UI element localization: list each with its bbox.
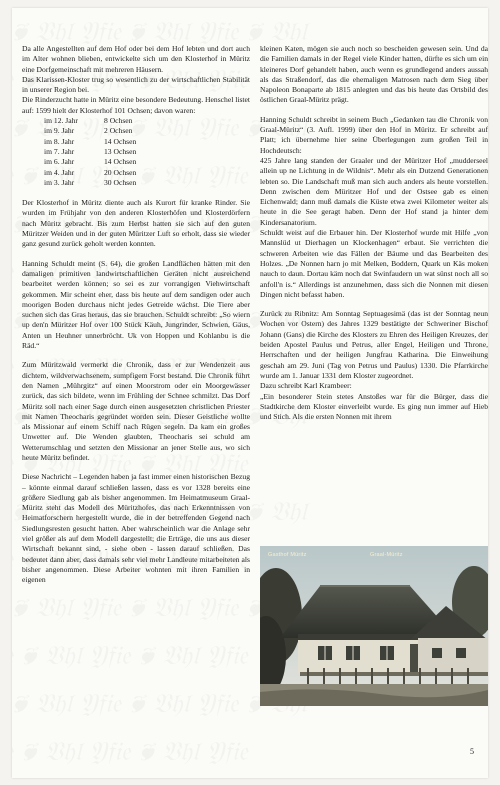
table-row [44,116,136,126]
table-row [44,157,136,167]
table-row [44,168,136,178]
photo-caption-left: Gasthof Müritz [268,552,307,558]
table-cell-year: im 3. Jahr [44,177,75,187]
paragraph: Der Klosterhof in Müritz diente auch als Kurort für kranke Rinder. Sie wurden im Frühjahr von den anderen Klosterhöfen und Klosterdörfern nach Müritz gebracht. Bis zum Herbst hatten sie sich auf den guten Müritzer Weiden und in der guten Müritzer Luft so erholt, dass sie wieder ganz gesund zurück geholt werden konnten. [22,198,250,249]
table-cell-count: 2 Ochsen [104,126,133,136]
document-page [12,8,488,778]
paragraph: Zurück zu Ribnitz: Am Sonntag Septuagesimä (das ist der Sonntag neun Wochen vor Ostern) des Jahres 1329 bestätigte der Schweriner Bischof Johann (Gans) die Kirche des Klosters zu Ehren des Heiligen Kreuzes, der beiden Apostel Paulus und Petrus, aller Engel, Heiligen und Throne, Herrschaften und der heiligen Jungfrau Katharina. Die Einweihung geschah am 29. Juni (Tag von Petrus und Paulus) 1330. Die Pfarrkirche wurde am 1. Januar 1331 dem Kloster zugeordnet. [260,309,488,380]
table-cell-count: 14 Ochsen [104,157,137,167]
paragraph: Da alle Angestellten auf dem Hof oder bei dem Hof lebten und dort auch im Alter wohnen blieben, entwickelte sich um den Klosterhof in Müritz eine Dorfgemeinschaft mit mehreren Häusern. [22,44,250,74]
table-row [44,147,136,157]
table-cell-year: im 8. Jahr [44,136,75,146]
table-row [44,126,136,136]
table-cell-year: im 12. Jahr [44,116,78,126]
paragraph: Hanning Schuldt schreibt in seinem Buch „Gedanken tau die Chronik von Graal-Müritz“ (3. Aufl. 1999) über den Hof in Müritz. Er schreibt auf Platt; ich übernehme hier seine Überlegungen zum großen Teil in Hochdeutsch: [260,114,488,155]
table-row [44,137,136,147]
oxen-table [44,116,136,188]
paragraph: Zum Müritzwald vermerkt die Chronik, dass er zur Wendenzeit aus dichtem, wildverwachsenem, sumpfigem Forst bestand. Die Chronik führt den Namen „Mührgitz“ auf einen Moorstrom oder ein Moorgewässer zurück, das sich bildete, wenn im Frühling der Schnee schmilzt. Das Dorf Müritz soll nach einer Sage durch einen ausgesetzten christlichen Priester mit Namen Theocharis gegründet worden sein. Dieser Geistliche wollte als Missionar auf einem Schiff nach Rügen segeln. Da kam ein großes Unwetter auf. Die Wenden glaubten, Theocharis sei schuld am Wetterumschlag und setzten den Missionar an jener Stelle aus, wo sich heute Müritz befindet. [22,360,250,462]
paragraph: Das Klarissen-Kloster trug so wesentlich zu der wirtschaftlichen Stabilität in unserer Region bei. [22,74,250,95]
page-number: 5 [470,747,474,756]
paragraph: „Ein besonderer Stein stetes Anstoßes war für die Bürger, dass die Stadtkirche dem Kloster einverleibt wurde. Es ging nun immer auf Hieb und Stich. Als die ersten Nonnen mit ihrem [260,391,488,422]
table-cell-count: 30 Ochsen [104,177,137,187]
left-column [22,44,250,595]
paragraph: Hanning Schuldt meint (S. 64), die großen Landflächen hätten mit den damaligen primitiven landwirtschaftlichen Geräten nicht ausreichend bearbeitet werden können; so sei es zur vorrangigen Viehwirtschaft gekommen. Mir scheint eher, dass bis heute auf dem sandigen oder auch moorigen Boden durchaus nicht jedes Getreide wächst. Die Tiere aber suchen sich das Gras heraus, das sie brauchen. Schuldt schreibt: „So wiern up den'n Müritzer Hof over 100 Stück Käuh, Jungrinder, Schwien, Gäus, Anten un Heuhner unnerbröcht. Uk von Hoppen und Kohlanbu is die Räd.“ [22,258,250,351]
thatched-house-illustration [260,546,488,706]
right-column [260,44,488,431]
paragraph: 425 Jahre lang standen der Graaler und der Müritzer Hof „mudderseel allein up ne Lichtung in de Wildnis“. Mehr als ein Dutzend Generationen lebten so. Die Landschaft muß man sich auch anders als heute vorstellen. Denn zwischen dem Müritzer Hof und der Ostsee gab es einen Eichenwald; dann muß damals die Küste etwa zwei Kilometer weiter als heute in die See geragt haben. Denn der Hof stand ja hinter dem Kindersanatorium. [260,155,488,227]
paragraph: Schuldt weist auf die Erbauer hin. Der Klosterhof wurde mit Hilfe „von Mannslüd ut Dierhagen un Klockenhagen“ erbaut. Sie verrichten die schweren Arbeiten wie das Fällen der Bäume und das Bearbeiten des Holzes. „De Nonnen harn jo mit Melken, Boddern, Quark un Käs moken nauch to daun. Dortau käm noch dat Swinfaudern un wat sünst noch all so anfoll'n is.“ Allerdings ist anzunehmen, dass sich die Nonnen mit diesen Dingen nicht befasst haben. [260,228,488,299]
paragraph: Diese Nachricht – Legenden haben ja fast immer einen historischen Bezug – könnte einmal darauf schließen lassen, dass es vor 1328 bereits eine größere Siedlung gab als bisher angenommen. Im Heimatmuseum Graal-Müritz steht das Modell des Müritzhofes, das nach Erkenntnissen von Heimatforschern hergestellt wurde, die in der betreffenden Gegend nach Siedlungsresten gesucht hatten. Aber wahrscheinlich war die Anlage sehr viel größer als auf dem Modell dargestellt; die Erträge, die uns aus dieser Wirtschaft bekannt sind, - siehe oben - lassen darauf schließen. Das bedeutet dann aber, dass damals sehr viel mehr Landleute mitarbeiteten als bisher angenommen. Diese Arbeiter wohnten mit ihren Familien in eigenen [22,472,250,585]
photo-caption-right: Graal-Müritz [370,552,403,558]
table-cell-count: 14 Ochsen [104,136,137,146]
table-cell-year: im 7. Jahr [44,146,75,156]
paragraph: Dazu schreibt Karl Krambeer: [260,381,352,391]
table-cell-year: im 9. Jahr [44,126,75,136]
table-row [44,178,136,188]
paragraph: Die Rinderzucht hatte in Müritz eine besondere Bedeutung. Henschel listet auf: 1599 hielt der Klosterhof 101 Ochsen; davon waren: [22,95,250,115]
historical-photo [260,546,488,706]
table-cell-year: im 6. Jahr [44,157,75,167]
paragraph: kleinen Katen, mögen sie auch noch so bescheiden gewesen sein. Und da die Familien damals in der Regel viele Kinder hatten, dürfte es sich um ein kleineres Dorf gehandelt haben, auch wenn es grundlegend anders aussah als das Straßendorf, das die ehemaligen Matrosen nach dem Sieg über Napoleon Bonaparte ab 1815 anlegten und das bis heute das Ortsbild des östlichen Graal-Müritz prägt. [260,44,488,105]
table-cell-year: im 4. Jahr [44,167,75,177]
table-cell-count: 20 Ochsen [104,167,137,177]
table-cell-count: 13 Ochsen [104,146,137,156]
table-cell-count: 8 Ochsen [104,116,133,126]
